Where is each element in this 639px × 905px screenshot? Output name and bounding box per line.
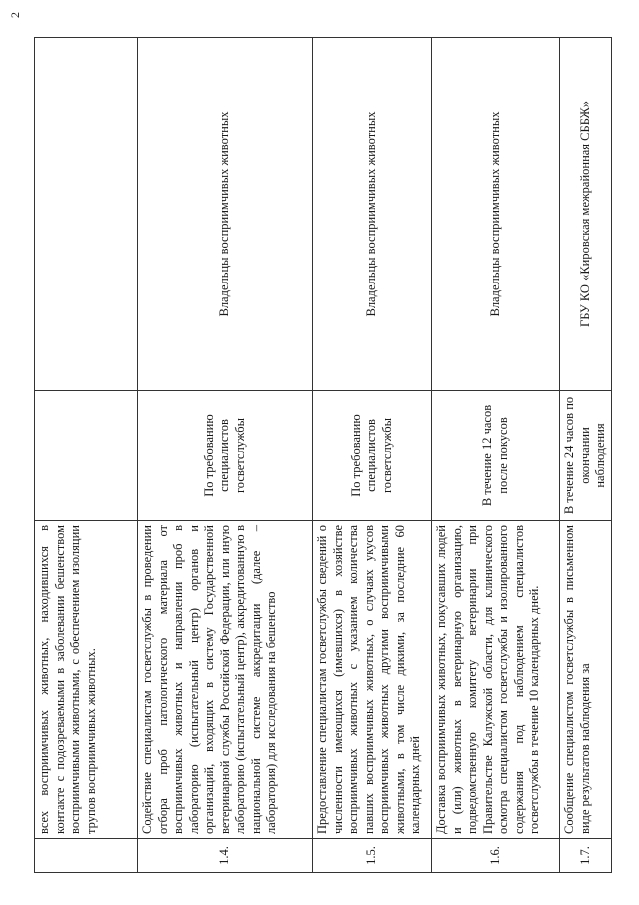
measure-deadline: По требованию специалистов госветслужбы [138,391,313,521]
row-number: 1.6. [432,839,560,873]
row-number: 1.7. [560,839,612,873]
measure-description: Предоставление специалистам госветслужбы сведений о численности имеющихся (имевшихся) в хозяйстве восприимчивых животных с указанием количества павших восприимчивых животных, о случаях укусов восприимчивых животных другими восприимчивыми животными, в том числе дикими, за последние 60 календарных дней [313,521,432,839]
table-row [35,38,138,873]
table-row [313,38,432,873]
row-number: 1.5. [313,839,432,873]
measure-description: Содействие специалистам госветслужбы в проведении отбора проб патологического материала от восприимчивых животных и направлении проб в лабораторию (испытательный центр) органов и организаций, входящих в систему Государственной ветеринарной службы Российской Федерации, или иную лабораторию (испытательный центр), аккредитованную в национальной системе аккредитации (далее – лаборатория) для исследования на бешенство [138,521,313,839]
measure-deadline: В течение 24 часов по окончании наблюдения [560,391,612,521]
measure-deadline: По требованию специалистов госветслужбы [313,391,432,521]
measure-deadline [35,391,138,521]
table-row [138,38,313,873]
measure-responsible: ГБУ КО «Кировская межрайонная СББЖ» [560,38,612,391]
measure-responsible: Владельцы восприимчивых животных [313,38,432,391]
table-row [560,38,612,873]
measure-deadline: В течение 12 часов после покусов [432,391,560,521]
measure-description: Доставка восприимчивых животных, покусавших людей и (или) животных в ветеринарную организацию, подведомственную комитету ветеринарии при Правительстве Калужской области, для клинического осмотра специалистом госветслужбы и изолированного содержания под наблюдением специалистов госветслужбы в течение 10 календарных дней. [432,521,560,839]
measure-description: Сообщение специалистом госветслужбы в письменном виде результатов наблюдения за [560,521,612,839]
measure-responsible: Владельцы восприимчивых животных [138,38,313,391]
measure-description: всех восприимчивых животных, находившихся в контакте с подозреваемыми в заболевании бешенством восприимчивыми животными, с обеспечением изоляции трупов восприимчивых животных. [35,521,138,839]
row-number: 1.4. [138,839,313,873]
table-row [432,38,560,873]
measure-responsible: Владельцы восприимчивых животных [432,38,560,391]
page-number: 2 [8,12,22,18]
measure-responsible [35,38,138,391]
row-number [35,839,138,873]
measures-table [34,37,612,873]
